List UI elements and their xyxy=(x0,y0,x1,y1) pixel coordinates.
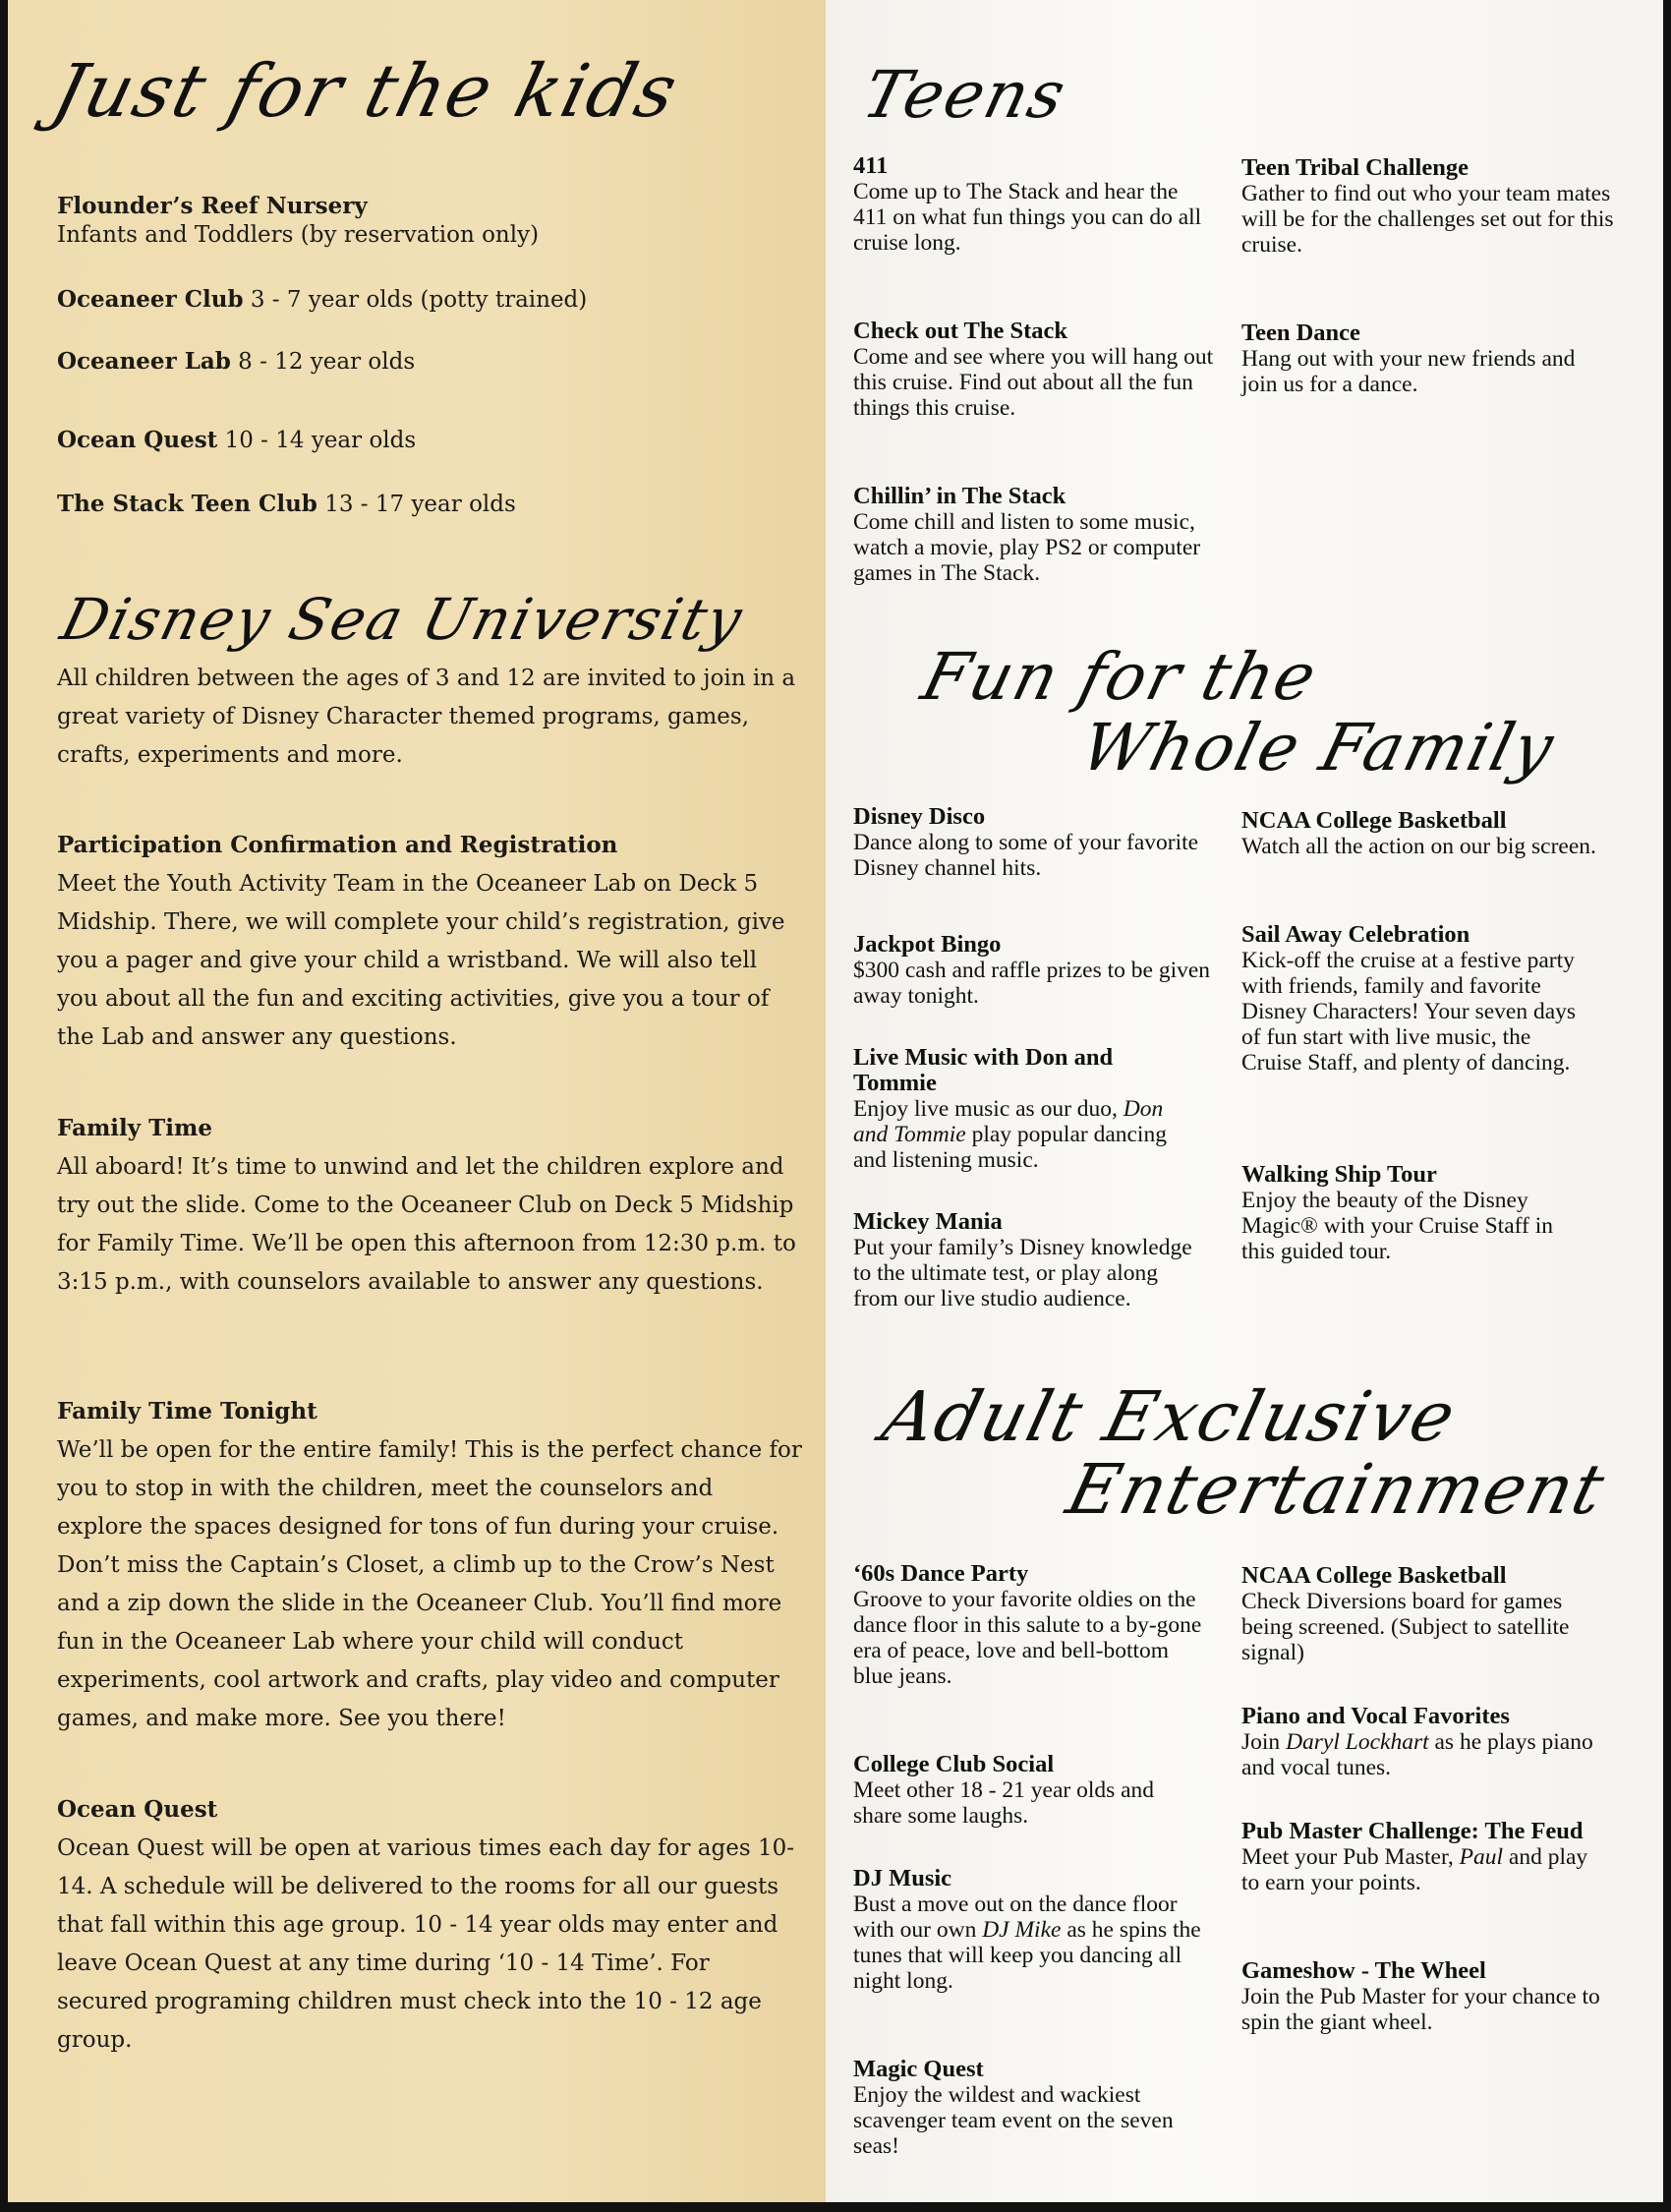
adult-event: Pub Master Challenge: The Feud Meet your Pub Master, Paul and play to earn your points. xyxy=(1241,1818,1588,1895)
club-oceaneer-club: Oceaneer Club 3 - 7 year olds (potty trained) xyxy=(57,286,588,313)
heading-family-2: Whole Family xyxy=(1073,710,1563,786)
family-event: Sail Away Celebration Kick-off the cruise at a festive party with friends, family and favorite Disney Characters! Your seven days of fun start with live music, the Cruise Staff, and plenty of dancing. xyxy=(1241,921,1577,1076)
left-page xyxy=(0,0,826,2212)
teen-event: 411 Come up to The Stack and hear the 411 on what fun things you can do all cruise long. xyxy=(853,152,1202,256)
heading-university: Disney Sea University xyxy=(54,586,751,653)
adult-event: Gameshow - The Wheel Join the Pub Master for your chance to spin the giant wheel. xyxy=(1241,1957,1600,2035)
teen-event: Chillin’ in The Stack Come chill and listen to some music, watch a movie, play PS2 or computer games in The Stack. xyxy=(853,483,1201,586)
adult-event: NCAA College Basketball Check Diversions board for games being screened. (Subject to satellite signal) xyxy=(1241,1562,1570,1665)
teen-event: Check out The Stack Come and see where you will hang out this cruise. Find out about all the fun things this cruise. xyxy=(853,318,1214,421)
heading-teens: Teens xyxy=(855,57,1075,133)
section-ocean-quest: Ocean Quest Ocean Quest will be open at various times each day for ages 10-14. A schedule will be delivered to the rooms for all our guests that fall within this age group. 10 - 14 year olds may enter and leave Ocean Quest at any time during ‘10 - 14 Time’. For secured programing children must check into the 10 - 12 age group. xyxy=(57,1796,795,2053)
family-event: Walking Ship Tour Enjoy the beauty of the Disney Magic® with your Cruise Staff in this guided tour. xyxy=(1241,1161,1554,1264)
teen-event: Teen Dance Hang out with your new friends and join us for a dance. xyxy=(1241,320,1576,397)
heading-adult-1: Adult Exclusive xyxy=(874,1376,1465,1457)
university-text: All children between the ages of 3 and 12 are invited to join in a great variety of Disney Character themed programs, games, crafts, experiments and more. xyxy=(57,666,796,768)
teen-event: Teen Tribal Challenge Gather to find out who your team mates will be for the challenges set out for this cruise. xyxy=(1241,154,1614,258)
family-event: NCAA College Basketball Watch all the action on our big screen. xyxy=(1241,807,1596,859)
adult-event: DJ Music Bust a move out on the dance floor with our own DJ Mike as he spins the tunes that will keep you dancing all night long. xyxy=(853,1865,1201,1994)
club-oceaneer-lab: Oceaneer Lab 8 - 12 year olds xyxy=(57,348,416,375)
right-page xyxy=(826,0,1671,2212)
heading-adult-2: Entertainment xyxy=(1059,1449,1614,1530)
adult-event: Magic Quest Enjoy the wildest and wackiest scavenger team event on the seven seas! xyxy=(853,2056,1174,2159)
family-event: Mickey Mania Put your family’s Disney knowledge to the ultimate test, or play along from our live studio audience. xyxy=(853,1208,1192,1311)
family-event: Jackpot Bingo $300 cash and raffle prizes to be given away tonight. xyxy=(853,931,1211,1009)
club-flounders: Flounder’s Reef Nursery Infants and Toddlers (by reservation only) xyxy=(57,193,540,248)
section-family-time: Family Time All aboard! It’s time to unwind and let the children explore and try out the slide. Come to the Oceaneer Club on Deck 5 Midship for Family Time. We’ll be open this afternoon from 12:30 p.m. to 3:15 p.m., with counselors available to answer any questions. xyxy=(57,1115,796,1295)
club-stack-teen: The Stack Teen Club 13 - 17 year olds xyxy=(57,491,516,517)
section-family-time-tonight: Family Time Tonight We’ll be open for the entire family! This is the perfect chance for you to stop in with the children, meet the counselors and explore the spaces designed for tons of fun during your cruise. Don’t miss the Captain’s Closet, a climb up to the Crow’s Nest and a zip down the slide in the Oceaneer Club. You’ll find more fun in the Oceaneer Lab where your child will conduct experiments, cool artwork and crafts, play video and computer games, and make more. See you there! xyxy=(57,1398,802,1731)
adult-event: College Club Social Meet other 18 - 21 year olds and share some laughs. xyxy=(853,1751,1155,1829)
club-ocean-quest: Ocean Quest 10 - 14 year olds xyxy=(57,427,417,453)
adult-event: ‘60s Dance Party Groove to your favorite oldies on the dance floor in this salute to a by-gone era of peace, love and bell-bottom blue jeans. xyxy=(853,1560,1202,1689)
family-event: Live Music with Don and Tommie Enjoy live music as our duo, Don and Tommie play popular dancing and listening music. xyxy=(853,1044,1167,1173)
section-registration: Participation Confirmation and Registration Meet the Youth Activity Team in the Oceaneer Lab on Deck 5 Midship. There, we will complete your child’s registration, give you a pager and give your child a wristband. We will also tell you about all the fun and exciting activities, give you a tour of the Lab and answer any questions. xyxy=(57,832,785,1050)
heading-family-1: Fun for the xyxy=(914,639,1326,715)
heading-kids: Just for the kids xyxy=(44,49,687,134)
family-event: Disney Disco Dance along to some of your favorite Disney channel hits. xyxy=(853,803,1199,881)
adult-event: Piano and Vocal Favorites Join Daryl Lockhart as he plays piano and vocal tunes. xyxy=(1241,1703,1593,1780)
